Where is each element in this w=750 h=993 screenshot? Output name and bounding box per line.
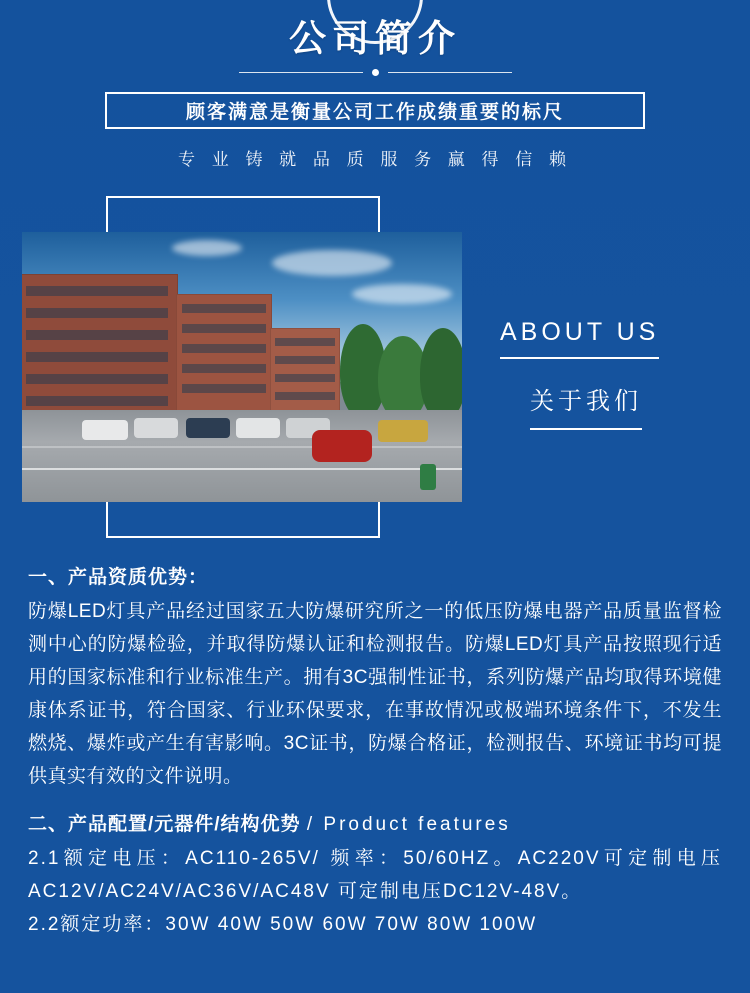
photo-cloud [172, 240, 242, 256]
company-building-photo [22, 232, 462, 502]
page-title: 公司简介 [289, 18, 461, 59]
section-2-heading-en: / Product features [306, 814, 511, 835]
photo-road-line [22, 446, 462, 448]
about-us-heading-group [500, 318, 730, 430]
about-us-en-title: ABOUT US [500, 318, 659, 359]
frame-corner-bottom-left [106, 498, 378, 538]
photo-car [134, 418, 178, 438]
sub-slogan-text: 专 业 铸 就 品 质 服 务 赢 得 信 赖 [178, 150, 572, 169]
photo-car [82, 420, 128, 440]
section-2-heading [28, 809, 722, 836]
divider-bar-right [388, 72, 512, 73]
section-2-body-line2: 2.2额定功率：30W 40W 50W 60W 70W 80W 100W [28, 914, 538, 935]
frame-corner-top-left [106, 196, 378, 236]
photo-cloud [352, 284, 452, 304]
frame-corner-top-right [378, 196, 380, 236]
photo-car [186, 418, 230, 438]
slogan-text: 顾客满意是衡量公司工作成绩重要的标尺 [185, 102, 564, 123]
section-1-heading: 一、产品资质优势： [28, 567, 209, 588]
photo-car [236, 418, 280, 438]
photo-cloud [272, 250, 392, 276]
section-gap [28, 793, 722, 809]
photo-car [378, 420, 428, 442]
divider-bar-left [239, 72, 363, 73]
photo-trash-bin [420, 464, 436, 490]
about-us-cn-title: 关于我们 [530, 381, 642, 430]
slogan-box [105, 92, 645, 129]
divider-dot [372, 69, 379, 76]
content-body [28, 562, 722, 941]
photo-building-third [270, 328, 340, 420]
photo-tree [420, 328, 462, 420]
photo-building-main [22, 274, 178, 424]
section-2-heading-cn: 二、产品配置/元器件/结构优势 [28, 814, 301, 835]
photo-road-line [22, 468, 462, 470]
photo-car-red [312, 430, 372, 462]
title-divider [0, 66, 750, 78]
section-1-body: 防爆LED灯具产品经过国家五大防爆研究所之一的低压防爆电器产品质量监督检测中心的防爆检验，并取得防爆认证和检测报告。防爆LED灯具产品按照现行适用的国家标准和行业标准生产。拥有3C强制性证书，系列防爆产品均取得环境健康体系证书，符合国家、行业环保要求，在事故情况或极端环境条件下，不发生燃烧、爆炸或产生有害影响。3C证书，防爆合格证，检测报告、环境证书均可提供真实有效的文件说明。 [28, 601, 722, 787]
section-2-body-line1: 2.1额定电压：AC110-265V/ 频率：50/60HZ。AC220V可定制电压AC12V/AC24V/AC36V/AC48V 可定制电压DC12V-48V。 [28, 848, 722, 902]
photo-building-second [176, 294, 272, 422]
company-photo-frame [22, 232, 462, 502]
frame-corner-bottom-right [378, 498, 380, 538]
